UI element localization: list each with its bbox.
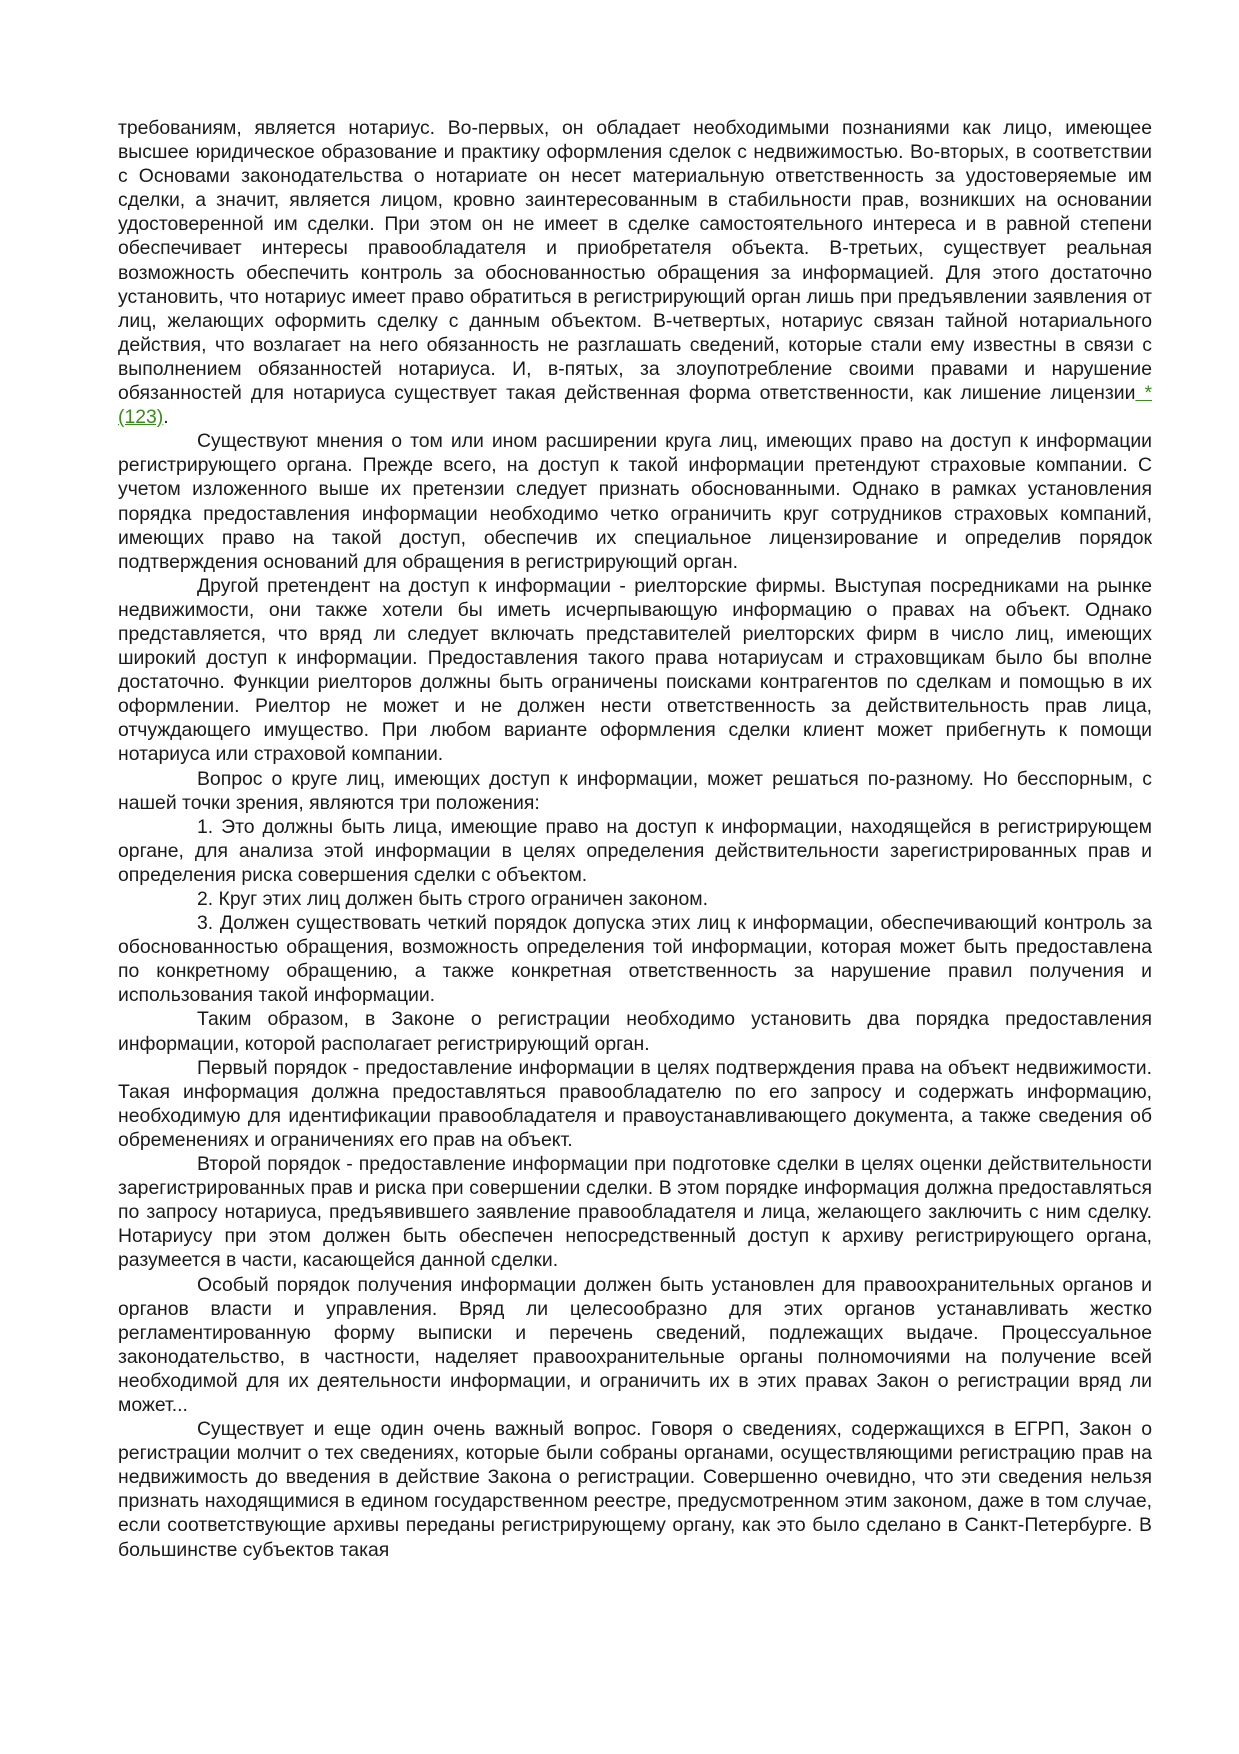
paragraph-realtor-firms: Другой претендент на доступ к информации - риелторские фирмы. Выступая посредниками на рынке недвижимости, они также хотели бы иметь исчерпывающую информацию о правах на объект. Однако представляется, что вряд ли следует включать представителей риелторских фирм в число лиц, имеющих широкий доступ к информации. Предоставления такого права нотариусам и страховщикам было бы вполне достаточно. Функции риелторов должны быть ограничены поисками контрагентов по сделкам и помощью в их оформлении. Риелтор не может и не должен нести ответственность за действительность прав лица, отчуждающего имущество. При любом варианте оформления сделки клиент может прибегнуть к помощи нотариуса или страховой компании. [118, 574, 1152, 766]
document-body [118, 116, 1152, 1562]
paragraph-first-procedure: Первый порядок - предоставление информации в целях подтверждения права на объект недвижимости. Такая информация должна предоставляться правообладателю по его запросу и содержать информацию, необходимую для идентификации правообладателя и правоустанавливающего документа, а также сведения об обременениях и ограничениях его прав на объект. [118, 1056, 1152, 1151]
paragraph-egrp-question: Существует и еще один очень важный вопрос. Говоря о сведениях, содержащихся в ЕГРП, Закон о регистрации молчит о тех сведениях, которые были собраны органами, осуществляющими регистрацию прав на недвижимость до введения в действие Закона о регистрации. Совершенно очевидно, что эти сведения нельзя признать находящимися в едином государственном реестре, предусмотренном этим законом, даже в том случае, если соответствующие архивы переданы регистрирующему органу, как это было сделано в Санкт-Петербурге. В большинстве субъектов такая [118, 1418, 1152, 1561]
paragraph-insurance-companies: Существуют мнения о том или ином расширении круга лиц, имеющих право на доступ к информации регистрирующего органа. Прежде всего, на доступ к такой информации претендуют страховые компании. С учетом изложенного выше их претензии следует признать обоснованными. Однако в рамках установления порядка предоставления информации необходимо четко ограничить круг сотрудников страховых компаний, имеющих право на такой доступ, обеспечив их специальное лицензирование и определив порядок подтверждения оснований для обращения в регистрирующий орган. [118, 430, 1152, 573]
paragraph-notary-reasons [118, 116, 1152, 429]
paragraph-second-procedure: Второй порядок - предоставление информации при подготовке сделки в целях оценки действительности зарегистрированных прав и риска при совершении сделки. В этом порядке информация должна предоставляться по запросу нотариуса, предъявившего заявление правообладателя и лица, желающего заключить с ним сделку. Нотариусу при этом должен быть обеспечен непосредственный доступ к архиву регистрирующего органа, разумеется в части, касающейся данной сделки. [118, 1153, 1152, 1272]
paragraph-text: требованиям, является нотариус. Во-первых, он обладает необходимыми познаниями как лицо, имеющее высшее юридическое образование и практику оформления сделок с недвижимостью. Во-вторых, в соответствии с Основами законодательства о нотариате он несет материальную ответственность за удостоверяемые им сделки, а значит, является лицом, кровно заинтересованным в стабильности прав, возникших на основании удостоверенной им сделки. При этом он не имеет в сделке самостоятельного интереса и в равной степени обеспечивает интересы правообладателя и приобретателя объекта. В-третьих, существует реальная возможность обеспечить контроль за обоснованностью обращения за информацией. Для этого достаточно установить, что нотариус имеет право обратиться в регистрирующий орган лишь при предъявлении заявления от лиц, желающих оформить сделку с данным объектом. В-четвертых, нотариус связан тайной нотариального действия, что возлагает на него обязанность не разглашать сведений, которые стали ему известны в связи с выполнением обязанностей нотариуса. И, в-пятых, за злоупотребление своими правами и нарушение обязанностей для нотариуса существует такая действенная форма ответственности, как лишение лицензии [118, 117, 1152, 405]
paragraph-three-provisions-intro: Вопрос о круге лиц, имеющих доступ к информации, может решаться по-разному. Но бесспорным, с нашей точки зрения, являются три положения: [118, 767, 1152, 814]
footnote-link-123[interactable]: *(123) [118, 382, 1153, 429]
list-item-provision-2: 2. Круг этих лиц должен быть строго ограничен законом. [197, 888, 709, 910]
paragraph-special-procedure: Особый порядок получения информации должен быть установлен для правоохранительных органов и органов власти и управления. Вряд ли целесообразно для этих органов устанавливать жестко регламентированную форму выписки и перечень сведений, подлежащих выдаче. Процессуальное законодательство, в частности, наделяет правоохранительные органы полномочиями на получение всей необходимой для их деятельности информации, и ограничить их в этих правах Закон о регистрации вряд ли может... [118, 1273, 1152, 1416]
list-item-provision-1: 1. Это должны быть лица, имеющие право на доступ к информации, находящейся в регистрирующем органе, для анализа этой информации в целях определения действительности зарегистрированных прав и определения риска совершения сделки с объектом. [118, 815, 1152, 886]
paragraph-tail: . [163, 406, 169, 429]
list-item-provision-3: 3. Должен существовать четкий порядок допуска этих лиц к информации, обеспечивающий контроль за обоснованностью обращения, возможность определения той информации, которая может быть предоставлена по конкретному обращению, а также конкретная ответственность за нарушение правил получения и использования такой информации. [118, 912, 1152, 1007]
paragraph-two-procedures: Таким образом, в Законе о регистрации необходимо установить два порядка предоставления информации, которой располагает регистрирующий орган. [118, 1008, 1152, 1055]
